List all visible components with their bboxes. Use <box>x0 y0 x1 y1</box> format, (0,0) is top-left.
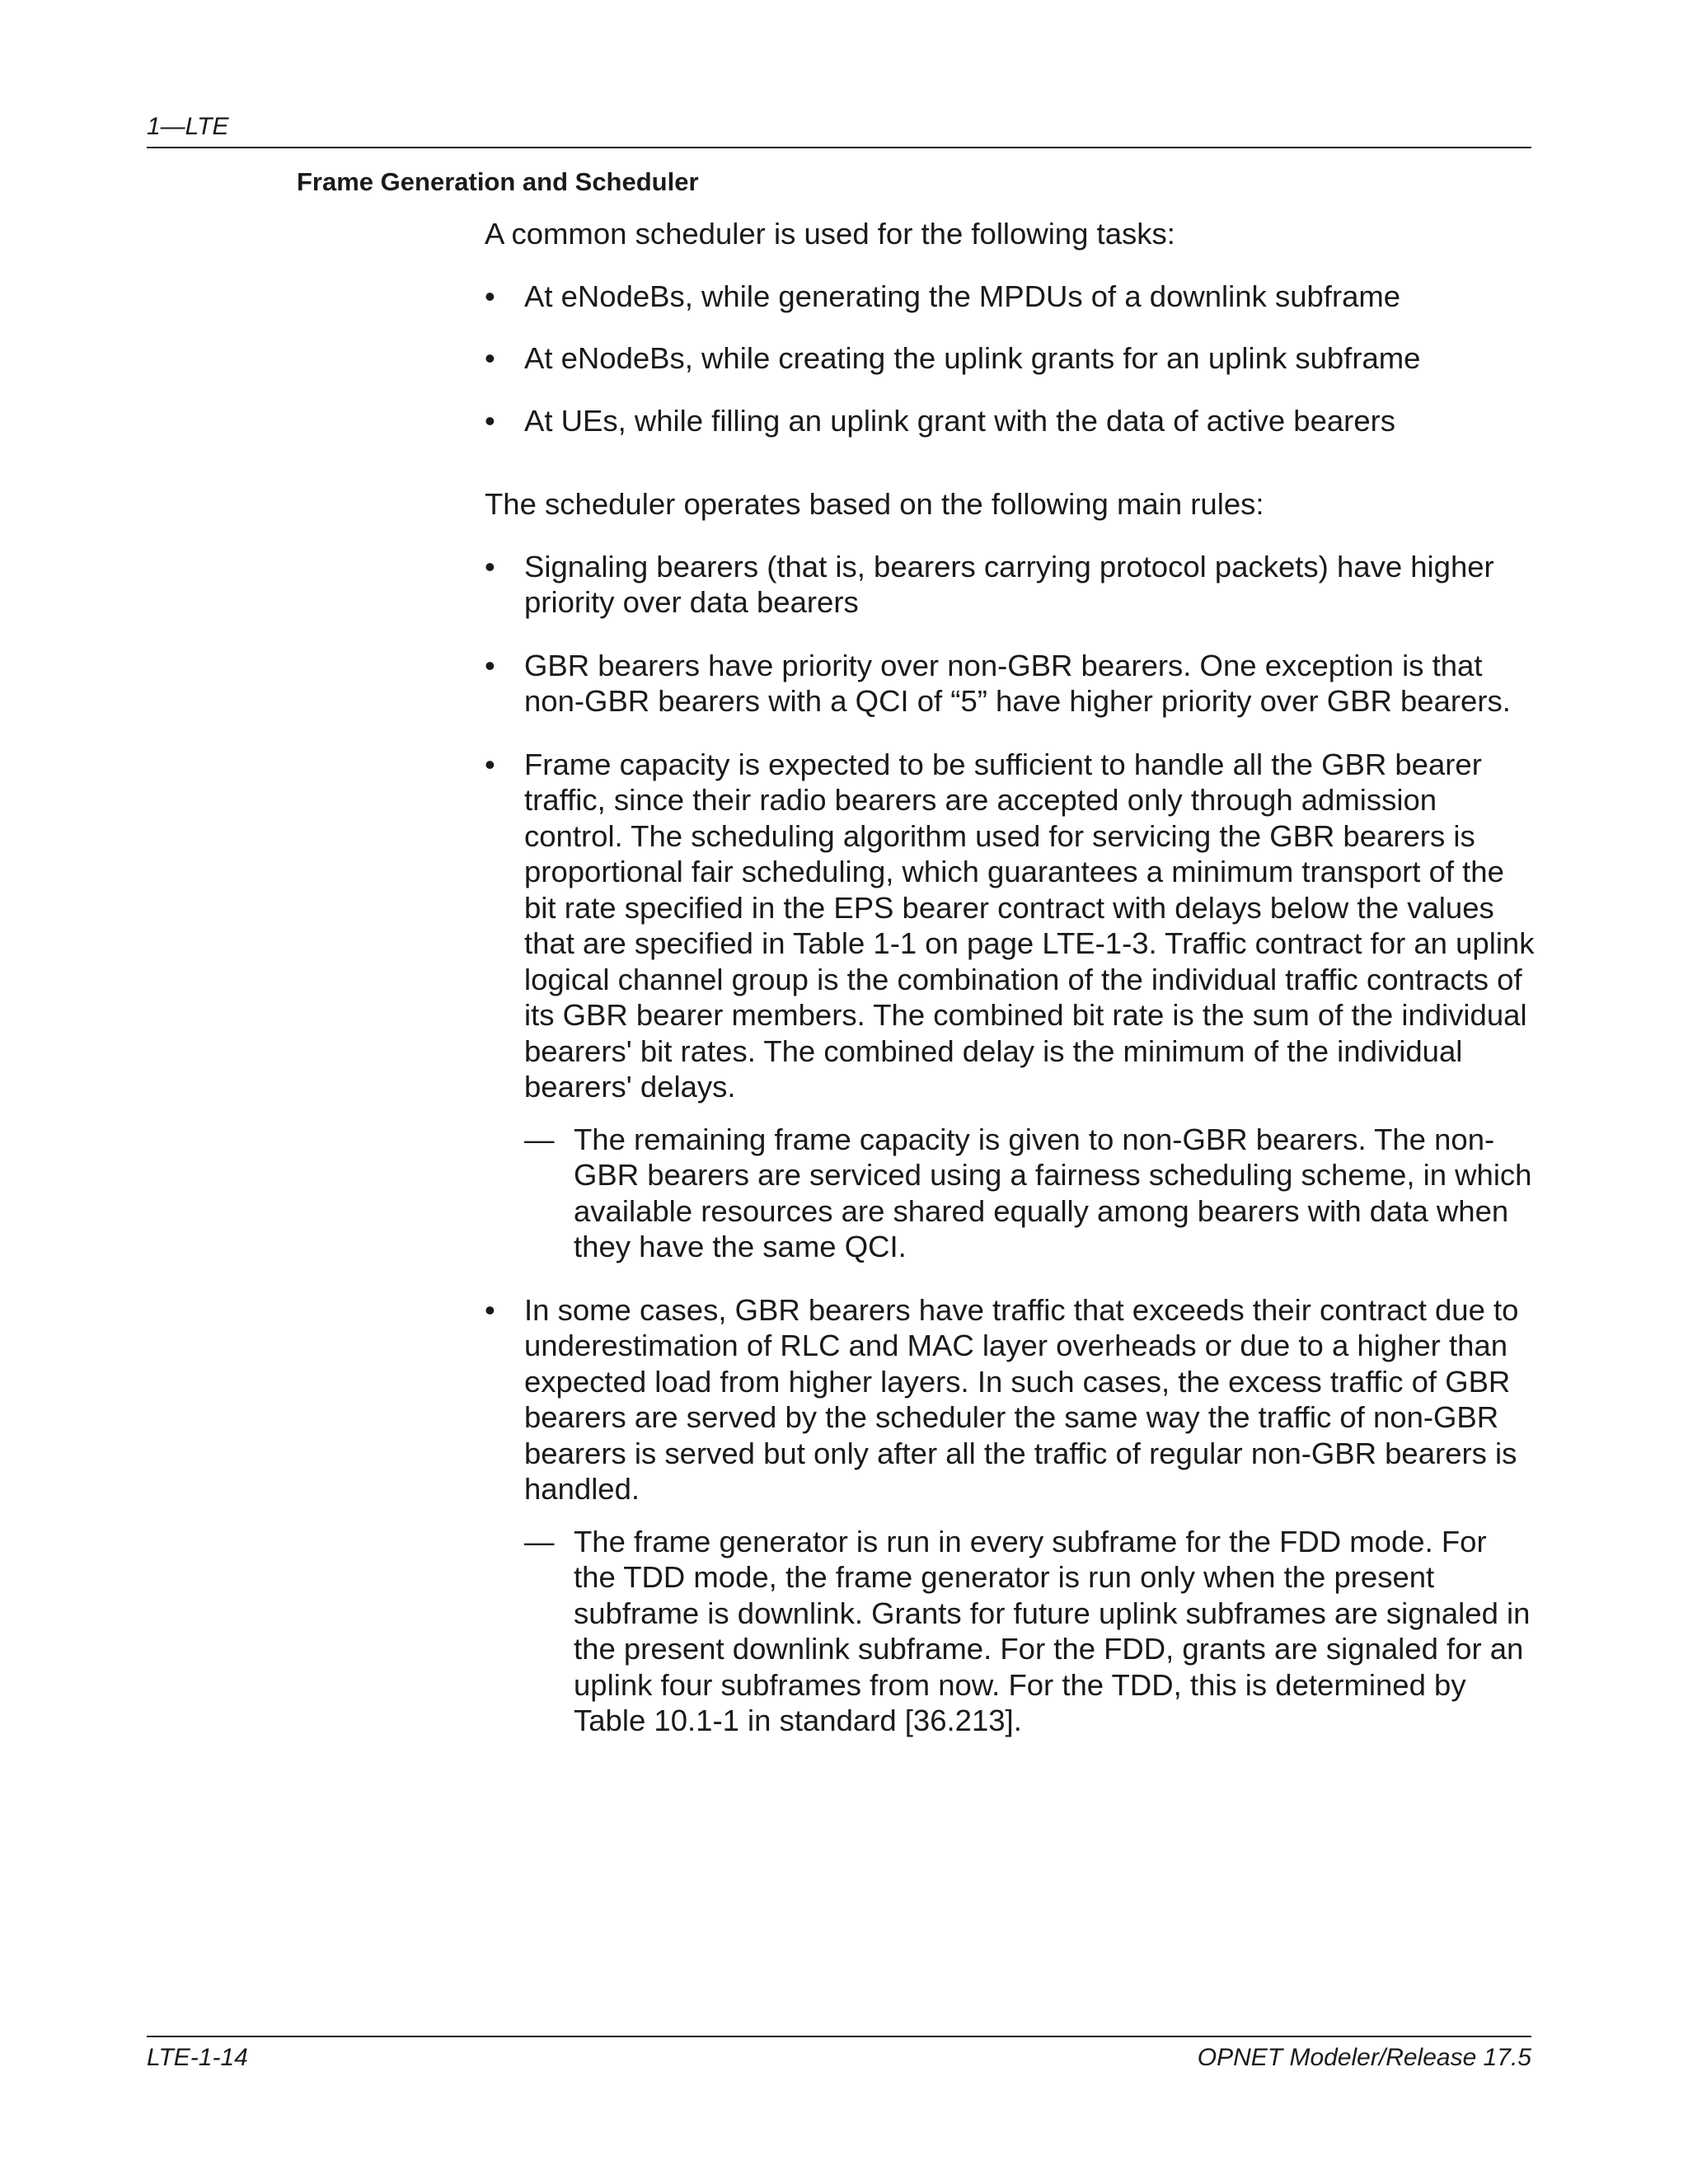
bullet-icon: • <box>485 1292 495 1327</box>
list-item <box>485 549 1536 621</box>
bullet-icon: • <box>485 747 495 781</box>
tasks-intro: A common scheduler is used for the following tasks: <box>485 217 1175 251</box>
task-text: At eNodeBs, while creating the uplink grants for an uplink subframe <box>524 341 1421 375</box>
footer-rule <box>147 2036 1531 2037</box>
rule-text: Frame capacity is expected to be sufficient to handle all the GBR bearer traffic, since their radio bearers are accepted only through admission control. The scheduling algorithm used for servicing the GBR bearers is proportional fair scheduling, which guarantees a minimum transport of the bit rate specified in the EPS bearer contract with delays below the values that are specified in Table 1-1 on page LTE-1-3. Traffic contract for an uplink logical channel group is the combination of the individual traffic contracts of its GBR bearer members. The combined bit rate is the sum of the individual bearers' bit rates. The combined delay is the minimum of the individual bearers' delays. <box>524 747 1535 1104</box>
list-item <box>485 340 1536 377</box>
bullet-icon: • <box>485 279 495 313</box>
bullet-icon: • <box>485 341 495 375</box>
sub-rule-text: The remaining frame capacity is given to non-GBR bearers. The non-GBR bearers are serviced using a fairness scheduling scheme, in which available resources are shared equally among bearers with data when they have the same QCI. <box>574 1122 1532 1263</box>
running-head: 1—LTE <box>147 113 229 140</box>
product-release: OPNET Modeler/Release 17.5 <box>1197 2044 1531 2071</box>
list-item <box>485 648 1536 719</box>
task-text: At eNodeBs, while generating the MPDUs of a downlink subframe <box>524 279 1401 313</box>
section-body <box>485 216 1536 1766</box>
page-number: LTE-1-14 <box>147 2044 248 2071</box>
task-text: At UEs, while filling an uplink grant with the data of active bearers <box>524 403 1396 438</box>
header-rule <box>147 147 1531 148</box>
list-item <box>485 279 1536 315</box>
dash-icon: — <box>524 1122 555 1156</box>
rule-text: GBR bearers have priority over non-GBR bearers. One exception is that non-GBR bearers with a QCI of “5” have higher priority over GBR bearers. <box>524 648 1511 718</box>
section-heading: Frame Generation and Scheduler <box>297 167 699 196</box>
sub-rule-text: The frame generator is run in every subframe for the FDD mode. For the TDD mode, the frame generator is run only when the present subframe is downlink. Grants for future uplink subframes are signaled in the present downlink subframe. For the FDD, grants are signaled for an uplink four subframes from now. For the TDD, this is determined by Table 10.1-1 in standard [36.213]. <box>574 1524 1531 1737</box>
bullet-icon: • <box>485 648 495 682</box>
sub-list-item <box>524 1122 1536 1265</box>
rules-intro: The scheduler operates based on the following main rules: <box>485 487 1264 521</box>
rules-list <box>485 549 1536 1739</box>
bullet-icon: • <box>485 549 495 583</box>
dash-icon: — <box>524 1524 555 1558</box>
list-item <box>485 747 1536 1265</box>
list-item <box>485 1292 1536 1739</box>
rule-text: Signaling bearers (that is, bearers carrying protocol packets) have higher priority over data bearers <box>524 549 1494 619</box>
bullet-icon: • <box>485 403 495 438</box>
task-list <box>485 279 1536 439</box>
sub-list-item <box>524 1524 1536 1739</box>
list-item <box>485 403 1536 439</box>
rule-text: In some cases, GBR bearers have traffic that exceeds their contract due to underestimation of RLC and MAC layer overheads or due to a higher than expected load from higher layers. In such cases, the excess traffic of GBR bearers are served by the scheduler the same way the traffic of non-GBR bearers is served but only after all the traffic of regular non-GBR bearers is handled. <box>524 1292 1519 1506</box>
